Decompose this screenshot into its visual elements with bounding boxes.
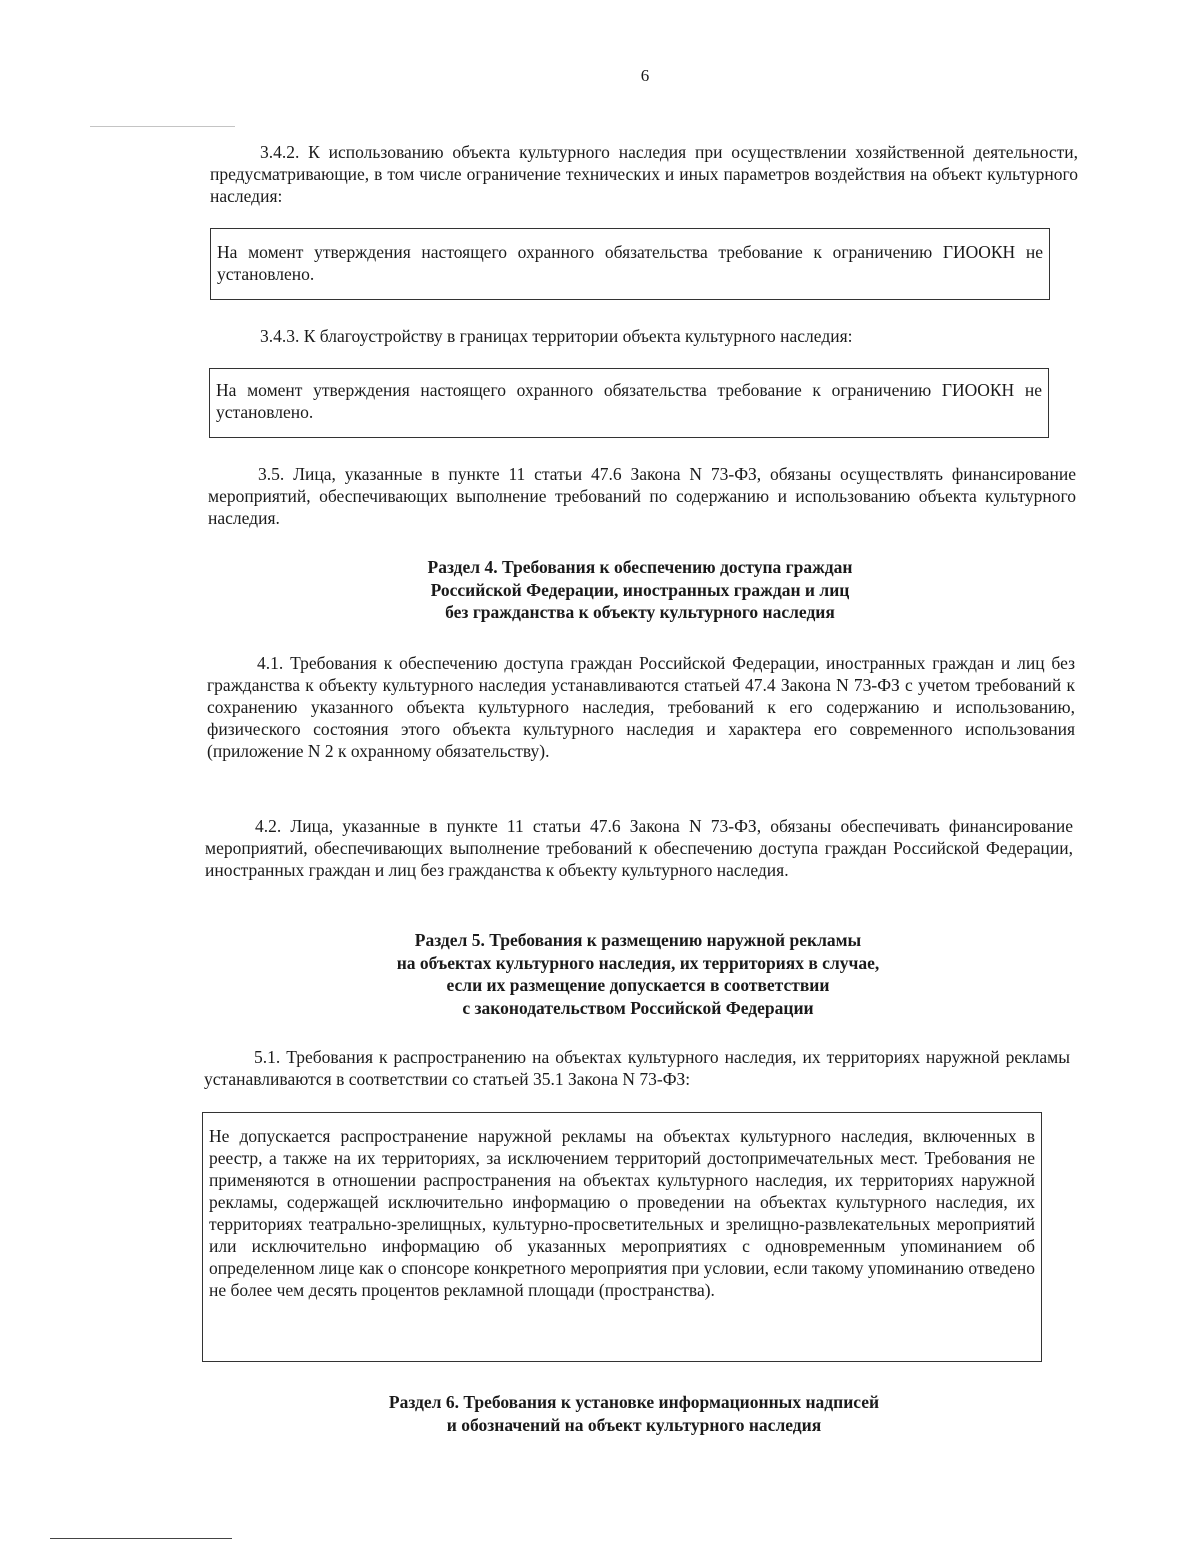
paragraph-5-1: 5.1. Требования к распространению на объектах культурного наследия, их территориях наружной рекламы устанавливаются в соответствии со статьей 35.1 Закона N 73-ФЗ: [204,1047,1070,1089]
scan-artifact-top [90,126,235,127]
section-4-title [280,556,1000,624]
paragraph-3-4-3: 3.4.3. К благоустройству в границах территории объекта культурного наследия: [260,326,853,346]
footnote-rule [50,1538,232,1539]
section-5-title-line-3: если их размещение допускается в соответствии [446,975,830,995]
section-5-title-line-2: на объектах культурного наследия, их территориях в случае, [396,952,880,973]
section-5-title-line-1: Раздел 5. Требования к размещению наружной рекламы [414,930,862,950]
section-6-title [274,1391,994,1436]
section-4-title-line-3: без гражданства к объекту культурного наследия [445,602,835,622]
section-5-title [278,929,998,1019]
requirement-box-3-text: Не допускается распространение наружной рекламы на объектах культурного наследия, включенных в реестр, а также на их территориях, за исключением территорий достопримечательных мест. Требования не применяются в отношении распространения на объектах культурного наследия, их территориях наружной рекламы, содержащей исключительно информацию о проведении на объектах культурного наследия, их территориях театрально-зрелищных, культурно-просветительных и зрелищно-развлекательных мероприятий или исключительно информацию об указанных мероприятиях с одновременным упоминанием об определенном лице как о спонсоре конкретного мероприятия при условии, если такому упоминанию отведено не более чем десять процентов рекламной площади (пространства). [209,1126,1035,1300]
requirement-box-3 [202,1112,1042,1362]
requirement-box-2-text: На момент утверждения настоящего охранного обязательства требование к ограничению ГИООКН не установлено. [216,380,1042,422]
requirement-box-1 [210,228,1050,300]
paragraph-3-4-2: 3.4.2. К использованию объекта культурного наследия при осуществлении хозяйственной деятельности, предусматривающие, в том числе ограничение технических и иных параметров воздействия на объект культурного наследия: [210,142,1078,206]
section-5-title-line-4: с законодательством Российской Федерации [462,997,814,1018]
paragraph-4-2: 4.2. Лица, указанные в пункте 11 статьи 47.6 Закона N 73-ФЗ, обязаны обеспечивать финансирование мероприятий, обеспечивающих выполнение требований к обеспечению доступа граждан Российской Федерации, иностранных граждан и лиц без гражданства к объекту культурного наследия. [205,816,1073,880]
page-number: 6 [640,66,650,85]
requirement-box-2 [209,368,1049,438]
paragraph-4-1: 4.1. Требования к обеспечению доступа граждан Российской Федерации, иностранных граждан и лиц без гражданства к объекту культурного наследия устанавливаются статьей 47.4 Закона N 73-ФЗ с учетом требований к сохранению указанного объекта культурного наследия, требований к его содержанию и использованию, физического состояния этого объекта культурного наследия и характера его современного использования (приложение N 2 к охранному обязательству). [207,653,1075,761]
section-6-title-line-2: и обозначений на объект культурного наследия [446,1414,822,1435]
section-4-title-line-1: Раздел 4. Требования к обеспечению доступа граждан [427,557,853,577]
section-6-title-line-1: Раздел 6. Требования к установке информационных надписей [388,1392,880,1412]
section-4-title-line-2: Российской Федерации, иностранных граждан и лиц [430,579,850,600]
paragraph-3-5: 3.5. Лица, указанные в пункте 11 статьи 47.6 Закона N 73-ФЗ, обязаны осуществлять финансирование мероприятий, обеспечивающих выполнение требований по содержанию и использованию объекта культурного наследия. [208,464,1076,528]
requirement-box-1-text: На момент утверждения настоящего охранного обязательства требование к ограничению ГИООКН не установлено. [217,242,1043,284]
